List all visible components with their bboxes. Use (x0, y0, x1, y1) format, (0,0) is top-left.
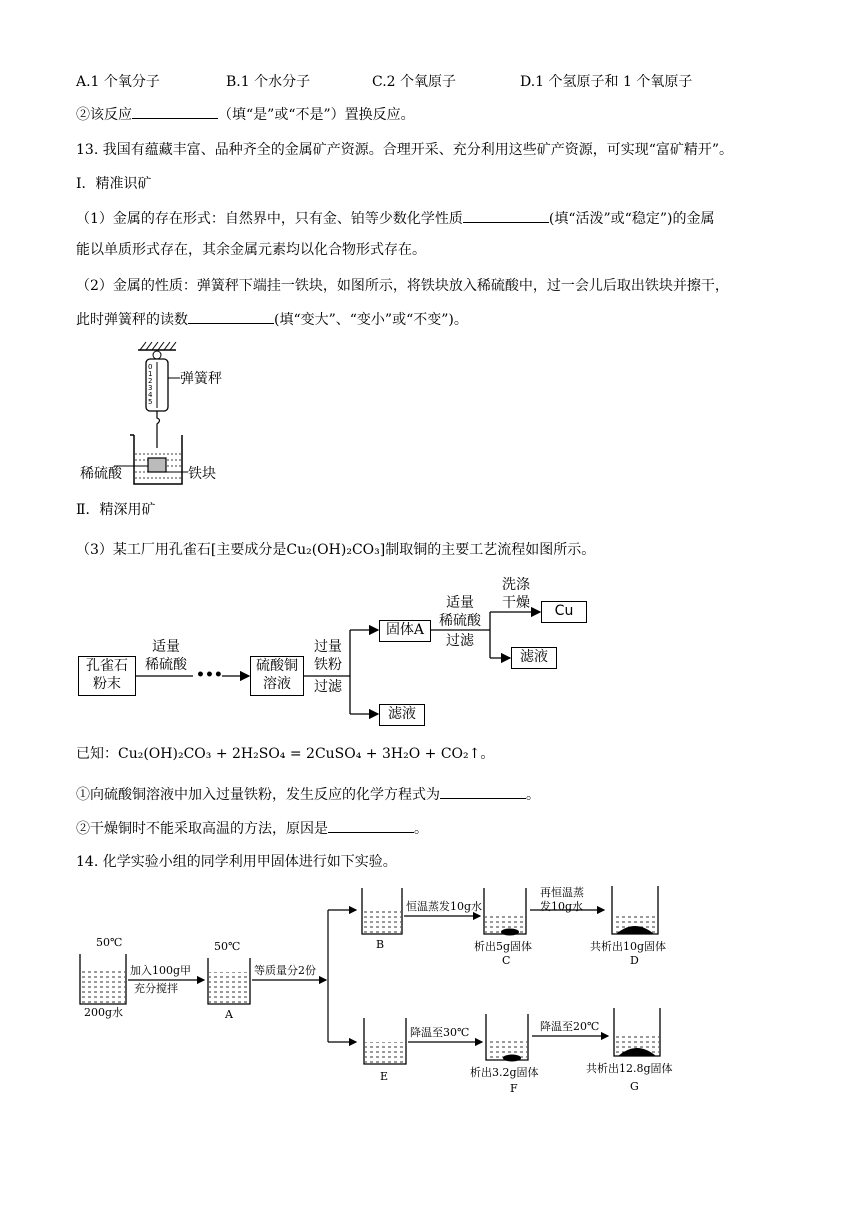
box-filtrate-1: 滤液 (379, 704, 425, 726)
q13-sub2-suffix: 。 (414, 821, 428, 837)
box-cuso4-line2: 溶液 (263, 676, 291, 692)
q13-stem: 13. 我国有蕴藏丰富、品种齐全的金属矿产资源。合理开采、充分利用这些矿产资源，可实现“富矿精开”。 (76, 142, 734, 158)
tick-3: 3 (148, 384, 153, 392)
q13-sub2-prefix: ②干燥铜时不能采取高温的方法，原因是 (76, 821, 328, 837)
tick-1: 1 (148, 370, 153, 378)
arrow4-label (494, 576, 538, 612)
ellipsis-dots: ••• (196, 667, 223, 683)
note-c: 析出5g固体 (474, 940, 533, 953)
arrow2-label-bottom: 过滤 (314, 679, 342, 695)
q13-p3-formula: Cu₂(OH)₂CO₃ (286, 542, 380, 558)
q13-p1-suffix: (填“活泼”或“稳定”)的金属 (548, 211, 715, 227)
q13-sub1-blank[interactable] (440, 784, 526, 799)
q13-p1-prefix: （1）金属的存在形式：自然界中，只有金、铂等少数化学性质 (76, 211, 463, 227)
q12-sub2-suffix: （填“是”或“不是”）置换反应。 (218, 107, 415, 123)
q12-sub2-blank[interactable] (132, 104, 218, 119)
note-f: 析出3.2g固体 (470, 1066, 539, 1079)
label-iron-block: 铁块 (188, 466, 216, 482)
temp-a: 50℃ (214, 940, 241, 953)
option-b: B.1 个水分子 (226, 74, 311, 90)
label-e: E (380, 1070, 389, 1083)
q13-known-equation: Cu₂(OH)₂CO₃ + 2H₂SO₄ = 2CuSO₄ + 3H₂O + CO₂↑ (118, 746, 481, 762)
step-add-line2: 充分搅拌 (134, 982, 178, 995)
label-d: D (630, 954, 639, 967)
arrow3-label-line1: 适量 (446, 595, 474, 611)
q13-part2-title: Ⅱ．精深用矿 (76, 502, 156, 518)
box-malachite-line2: 粉末 (93, 676, 121, 692)
option-d: D.1 个氢原子和 1 个氧原子 (520, 74, 693, 90)
q13-p2-line1: （2）金属的性质：弹簧秤下端挂一铁块，如图所示，将铁块放入稀硫酸中，过一会儿后取出铁块并擦干， (76, 278, 729, 294)
label-b: B (376, 938, 385, 951)
q13-known-prefix: 已知： (76, 746, 118, 762)
note-d: 共析出10g固体 (590, 940, 667, 953)
step-cool1: 降温至30℃ (410, 1026, 470, 1039)
option-a: A.1 个氧分子 (76, 74, 160, 90)
step-split: 等质量分2份 (254, 964, 316, 977)
q13-p2-suffix: (填“变大”、“变小”或“不变”)。 (274, 312, 468, 328)
box-cu: Cu (541, 601, 587, 623)
arrow1-label-line2: 稀硫酸 (145, 657, 187, 673)
option-c: C.2 个氧原子 (372, 74, 457, 90)
q13-p2-prefix: 此时弹簧秤的读数 (76, 312, 188, 328)
q13-p2-blank[interactable] (188, 309, 274, 324)
q13-sub1-prefix: ①向硫酸铜溶液中加入过量铁粉，发生反应的化学方程式为 (76, 787, 440, 803)
label-f: F (510, 1082, 518, 1095)
step-evap2-line2: 发10g水 (540, 900, 584, 913)
note-g: 共析出12.8g固体 (586, 1062, 673, 1075)
q13-p3 (76, 540, 595, 560)
label-g: G (630, 1080, 639, 1093)
step-evap2-line1: 再恒温蒸 (540, 886, 584, 899)
temp-left: 50℃ (96, 936, 123, 949)
q13-p3-suffix: ]制取铜的主要工艺流程如图所示。 (379, 542, 596, 558)
q14-stem: 14. 化学实验小组的同学利用甲固体进行如下实验。 (76, 854, 397, 870)
tick-2: 2 (148, 377, 153, 385)
arrow4-label-line2: 干燥 (502, 595, 530, 611)
arrow4-label-line1: 洗涤 (502, 577, 530, 593)
box-cuso4-line1: 硫酸铜 (256, 658, 298, 674)
box-filtrate-2: 滤液 (511, 647, 557, 669)
arrow3-label-line2: 稀硫酸 (439, 613, 481, 629)
label-dilute-acid: 稀硫酸 (80, 466, 122, 482)
spring-scale-figure (76, 338, 276, 488)
box-malachite-line1: 孔雀石 (86, 658, 128, 674)
q13-p1-blank[interactable] (463, 208, 549, 223)
q13-known (76, 744, 494, 764)
q13-known-suffix: 。 (480, 746, 495, 762)
step-add-line1: 加入100g甲 (130, 964, 192, 977)
step-evap1: 恒温蒸发10g水 (406, 900, 483, 913)
arrow3-label-bottom: 过滤 (446, 633, 474, 649)
q13-p3-prefix: （3）某工厂用孔雀石[主要成分是 (76, 542, 287, 558)
q13-p2-line2 (76, 309, 468, 330)
step-cool2: 降温至20℃ (540, 1020, 600, 1033)
arrow2-label-top (308, 638, 348, 674)
q13-sub1 (76, 784, 540, 805)
arrow2-label-line1: 过量 (314, 639, 342, 655)
label-water: 200g水 (84, 1006, 124, 1019)
label-spring-scale: 弹簧秤 (180, 371, 222, 387)
q14-experiment-figure (70, 880, 690, 1100)
q13-part1-title: Ⅰ．精准识矿 (76, 176, 152, 192)
tick-0: 0 (148, 363, 153, 371)
q13-p1-line2: 能以单质形式存在，其余金属元素均以化合物形式存在。 (76, 242, 426, 258)
q13-p1-line1 (76, 208, 714, 229)
q13-sub2-blank[interactable] (328, 818, 414, 833)
box-solid-a: 固体A (379, 620, 431, 642)
arrow1-label-line1: 适量 (152, 639, 180, 655)
arrow2-label-line2: 铁粉 (314, 657, 342, 673)
box-cuso4-solution (250, 656, 304, 696)
tick-4: 4 (148, 391, 153, 399)
q12-sub2-prefix: ②该反应 (76, 107, 132, 123)
arrow3-label-top (432, 594, 488, 630)
q12-sub2 (76, 104, 415, 125)
label-a: A (225, 1008, 233, 1021)
q13-sub1-suffix: 。 (526, 787, 540, 803)
box-malachite (78, 656, 136, 696)
arrow1-label (140, 638, 192, 674)
q13-sub2 (76, 818, 428, 839)
label-c: C (502, 954, 511, 967)
tick-5: 5 (148, 398, 153, 406)
